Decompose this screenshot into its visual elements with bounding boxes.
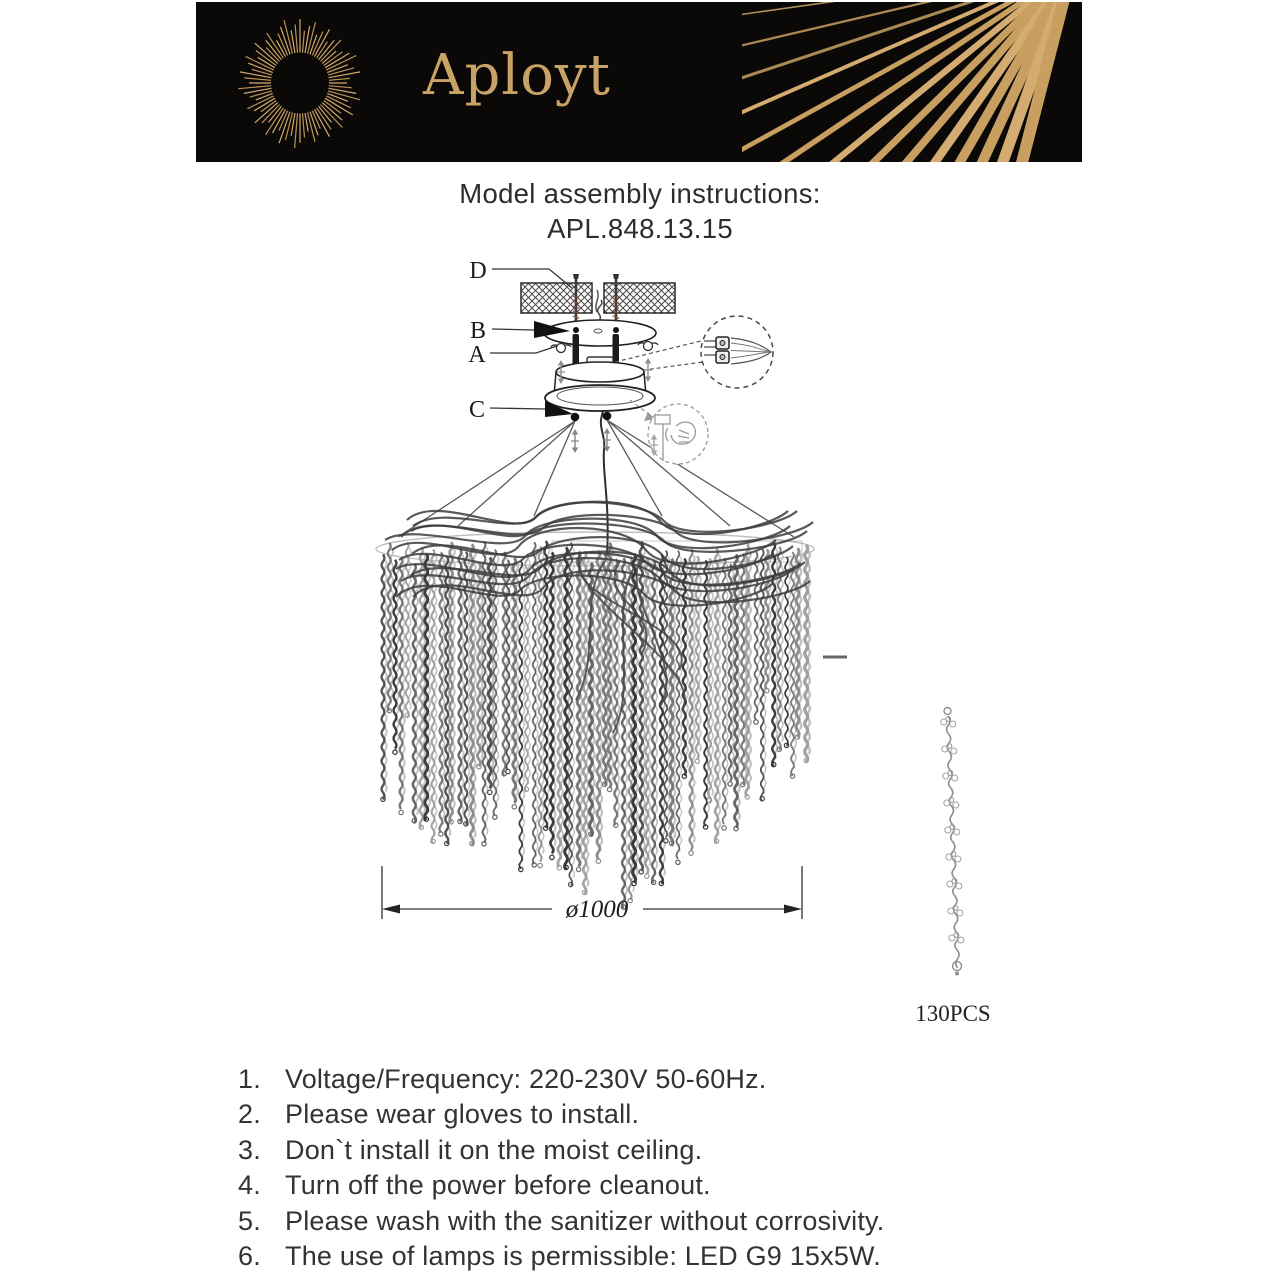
connector-detail [701, 316, 773, 388]
label-b: B [469, 318, 487, 344]
instruction-number: 4. [238, 1170, 261, 1201]
instruction-item [238, 1204, 884, 1239]
instruction-text: Voltage/Frequency: 220-230V 50-60Hz. [285, 1064, 767, 1094]
instruction-text: Turn off the power before cleanout. [285, 1170, 711, 1201]
instruction-number: 2. [238, 1099, 261, 1130]
label-a: A [468, 342, 486, 368]
cable-grippers [571, 412, 612, 422]
instruction-item [238, 1239, 884, 1274]
instructions-list [238, 1062, 884, 1274]
model-number: APL.848.13.15 [547, 213, 733, 244]
instruction-text: Please wear gloves to install. [285, 1099, 640, 1130]
instruction-item [238, 1097, 884, 1132]
instruction-number: 3. [238, 1134, 261, 1165]
instruction-item [238, 1062, 884, 1097]
diameter-label: ø1000 [565, 896, 629, 923]
label-c: C [468, 397, 486, 423]
instruction-item [238, 1133, 884, 1168]
instruction-number: 5. [238, 1205, 261, 1236]
pieces-count-label: 130PCS [915, 1001, 991, 1026]
title-line1: Model assembly instructions: [459, 178, 821, 209]
brand-name: Aployt [423, 43, 612, 108]
instruction-text: The use of lamps is permissible: LED G9 15x5W. [285, 1241, 881, 1272]
instruction-number: 1. [238, 1064, 261, 1094]
instruction-text: Don`t install it on the moist ceiling. [285, 1134, 703, 1165]
instruction-number: 6. [238, 1241, 261, 1272]
label-d: D [469, 258, 487, 284]
instruction-item [238, 1168, 884, 1203]
instruction-text: Please wash with the sanitizer without corrosivity. [285, 1205, 885, 1236]
hand-detail [630, 400, 708, 464]
single-strand-sample [941, 708, 964, 976]
